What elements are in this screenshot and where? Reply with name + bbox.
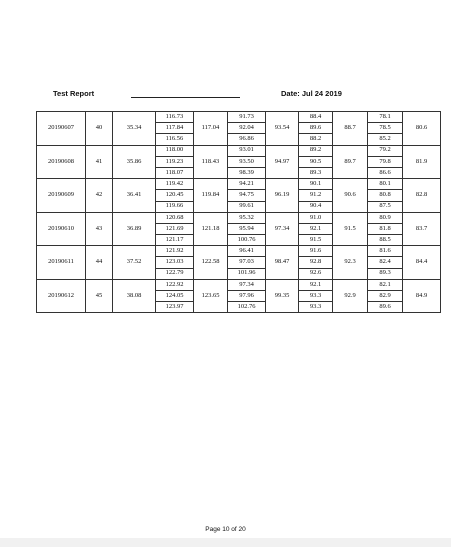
table-row bbox=[37, 246, 441, 257]
sub-value-cell: 93.50 bbox=[228, 156, 266, 167]
sub-value-cell: 99.61 bbox=[228, 201, 266, 212]
table-row bbox=[37, 145, 441, 156]
sub-value-cell: 118.00 bbox=[156, 145, 194, 156]
table-row bbox=[37, 179, 441, 190]
sub-value-cell: 122.79 bbox=[156, 268, 194, 279]
sub-value-cell: 98.39 bbox=[228, 167, 266, 178]
sub-value-cell: 92.1 bbox=[299, 279, 333, 290]
number-cell: 40 bbox=[86, 112, 113, 146]
report-date: Date: Jul 24 2019 bbox=[281, 89, 342, 98]
sub-value-cell: 121.92 bbox=[156, 246, 194, 257]
average-cell: 92.3 bbox=[333, 246, 368, 280]
bottom-strip bbox=[0, 538, 451, 547]
average-cell: 84.4 bbox=[403, 246, 441, 280]
sub-value-cell: 91.2 bbox=[299, 190, 333, 201]
sub-value-cell: 90.4 bbox=[299, 201, 333, 212]
sub-value-cell: 96.86 bbox=[228, 134, 266, 145]
average-cell: 80.6 bbox=[403, 112, 441, 146]
average-cell: 119.84 bbox=[194, 179, 228, 213]
sub-value-cell: 89.6 bbox=[368, 302, 403, 313]
header-underline bbox=[131, 97, 240, 98]
sub-value-cell: 93.01 bbox=[228, 145, 266, 156]
sub-value-cell: 97.03 bbox=[228, 257, 266, 268]
page-number: Page 10 of 20 bbox=[205, 526, 246, 533]
date-cell: 20190611 bbox=[37, 246, 86, 280]
number-cell: 45 bbox=[86, 279, 113, 313]
average-cell: 81.9 bbox=[403, 145, 441, 179]
sub-value-cell: 97.34 bbox=[228, 279, 266, 290]
average-cell: 122.58 bbox=[194, 246, 228, 280]
sub-value-cell: 94.75 bbox=[228, 190, 266, 201]
number-cell: 43 bbox=[86, 212, 113, 246]
sub-value-cell: 80.9 bbox=[368, 212, 403, 223]
sub-value-cell: 80.8 bbox=[368, 190, 403, 201]
sub-value-cell: 123.03 bbox=[156, 257, 194, 268]
sub-value-cell: 81.8 bbox=[368, 223, 403, 234]
value-cell: 38.08 bbox=[113, 279, 156, 313]
sub-value-cell: 80.1 bbox=[368, 179, 403, 190]
average-cell: 93.54 bbox=[266, 112, 299, 146]
sub-value-cell: 116.56 bbox=[156, 134, 194, 145]
sub-value-cell: 91.5 bbox=[299, 235, 333, 246]
sub-value-cell: 119.66 bbox=[156, 201, 194, 212]
sub-value-cell: 124.05 bbox=[156, 291, 194, 302]
sub-value-cell: 101.96 bbox=[228, 268, 266, 279]
sub-value-cell: 85.2 bbox=[368, 134, 403, 145]
average-cell: 98.47 bbox=[266, 246, 299, 280]
sub-value-cell: 116.73 bbox=[156, 112, 194, 123]
sub-value-cell: 82.4 bbox=[368, 257, 403, 268]
average-cell: 96.19 bbox=[266, 179, 299, 213]
sub-value-cell: 88.2 bbox=[299, 134, 333, 145]
sub-value-cell: 92.8 bbox=[299, 257, 333, 268]
value-cell: 35.34 bbox=[113, 112, 156, 146]
sub-value-cell: 88.4 bbox=[299, 112, 333, 123]
average-cell: 88.7 bbox=[333, 112, 368, 146]
sub-value-cell: 122.92 bbox=[156, 279, 194, 290]
sub-value-cell: 86.6 bbox=[368, 167, 403, 178]
date-cell: 20190612 bbox=[37, 279, 86, 313]
number-cell: 42 bbox=[86, 179, 113, 213]
sub-value-cell: 94.21 bbox=[228, 179, 266, 190]
sub-value-cell: 93.3 bbox=[299, 302, 333, 313]
sub-value-cell: 78.1 bbox=[368, 112, 403, 123]
sub-value-cell: 91.0 bbox=[299, 212, 333, 223]
sub-value-cell: 92.6 bbox=[299, 268, 333, 279]
date-cell: 20190609 bbox=[37, 179, 86, 213]
sub-value-cell: 89.2 bbox=[299, 145, 333, 156]
table-row bbox=[37, 112, 441, 123]
sub-value-cell: 88.5 bbox=[368, 235, 403, 246]
sub-value-cell: 90.5 bbox=[299, 156, 333, 167]
sub-value-cell: 121.17 bbox=[156, 235, 194, 246]
sub-value-cell: 123.97 bbox=[156, 302, 194, 313]
sub-value-cell: 78.5 bbox=[368, 123, 403, 134]
average-cell: 117.04 bbox=[194, 112, 228, 146]
table-row bbox=[37, 212, 441, 223]
average-cell: 97.34 bbox=[266, 212, 299, 246]
sub-value-cell: 79.8 bbox=[368, 156, 403, 167]
sub-value-cell: 90.1 bbox=[299, 179, 333, 190]
sub-value-cell: 95.94 bbox=[228, 223, 266, 234]
date-cell: 20190608 bbox=[37, 145, 86, 179]
average-cell: 83.7 bbox=[403, 212, 441, 246]
table-row bbox=[37, 279, 441, 290]
average-cell: 92.9 bbox=[333, 279, 368, 313]
sub-value-cell: 89.3 bbox=[299, 167, 333, 178]
average-cell: 94.97 bbox=[266, 145, 299, 179]
average-cell: 118.43 bbox=[194, 145, 228, 179]
sub-value-cell: 97.96 bbox=[228, 291, 266, 302]
average-cell: 82.8 bbox=[403, 179, 441, 213]
sub-value-cell: 89.3 bbox=[368, 268, 403, 279]
sub-value-cell: 119.23 bbox=[156, 156, 194, 167]
sub-value-cell: 117.84 bbox=[156, 123, 194, 134]
report-title: Test Report bbox=[53, 89, 95, 98]
sub-value-cell: 120.45 bbox=[156, 190, 194, 201]
value-cell: 36.89 bbox=[113, 212, 156, 246]
sub-value-cell: 92.1 bbox=[299, 223, 333, 234]
value-cell: 35.86 bbox=[113, 145, 156, 179]
sub-value-cell: 92.04 bbox=[228, 123, 266, 134]
average-cell: 123.65 bbox=[194, 279, 228, 313]
date-cell: 20190610 bbox=[37, 212, 86, 246]
sub-value-cell: 81.6 bbox=[368, 246, 403, 257]
sub-value-cell: 82.1 bbox=[368, 279, 403, 290]
sub-value-cell: 91.73 bbox=[228, 112, 266, 123]
sub-value-cell: 121.69 bbox=[156, 223, 194, 234]
average-cell: 99.35 bbox=[266, 279, 299, 313]
sub-value-cell: 102.76 bbox=[228, 302, 266, 313]
sub-value-cell: 91.6 bbox=[299, 246, 333, 257]
sub-value-cell: 100.76 bbox=[228, 235, 266, 246]
average-cell: 90.6 bbox=[333, 179, 368, 213]
table-body bbox=[37, 112, 441, 313]
value-cell: 37.52 bbox=[113, 246, 156, 280]
sub-value-cell: 95.32 bbox=[228, 212, 266, 223]
report-table bbox=[36, 111, 441, 313]
average-cell: 91.5 bbox=[333, 212, 368, 246]
sub-value-cell: 79.2 bbox=[368, 145, 403, 156]
sub-value-cell: 89.6 bbox=[299, 123, 333, 134]
average-cell: 121.18 bbox=[194, 212, 228, 246]
value-cell: 36.41 bbox=[113, 179, 156, 213]
number-cell: 41 bbox=[86, 145, 113, 179]
average-cell: 84.9 bbox=[403, 279, 441, 313]
sub-value-cell: 118.07 bbox=[156, 167, 194, 178]
sub-value-cell: 82.9 bbox=[368, 291, 403, 302]
average-cell: 89.7 bbox=[333, 145, 368, 179]
sub-value-cell: 93.3 bbox=[299, 291, 333, 302]
date-cell: 20190607 bbox=[37, 112, 86, 146]
number-cell: 44 bbox=[86, 246, 113, 280]
sub-value-cell: 119.42 bbox=[156, 179, 194, 190]
sub-value-cell: 96.41 bbox=[228, 246, 266, 257]
sub-value-cell: 87.5 bbox=[368, 201, 403, 212]
sub-value-cell: 120.68 bbox=[156, 212, 194, 223]
